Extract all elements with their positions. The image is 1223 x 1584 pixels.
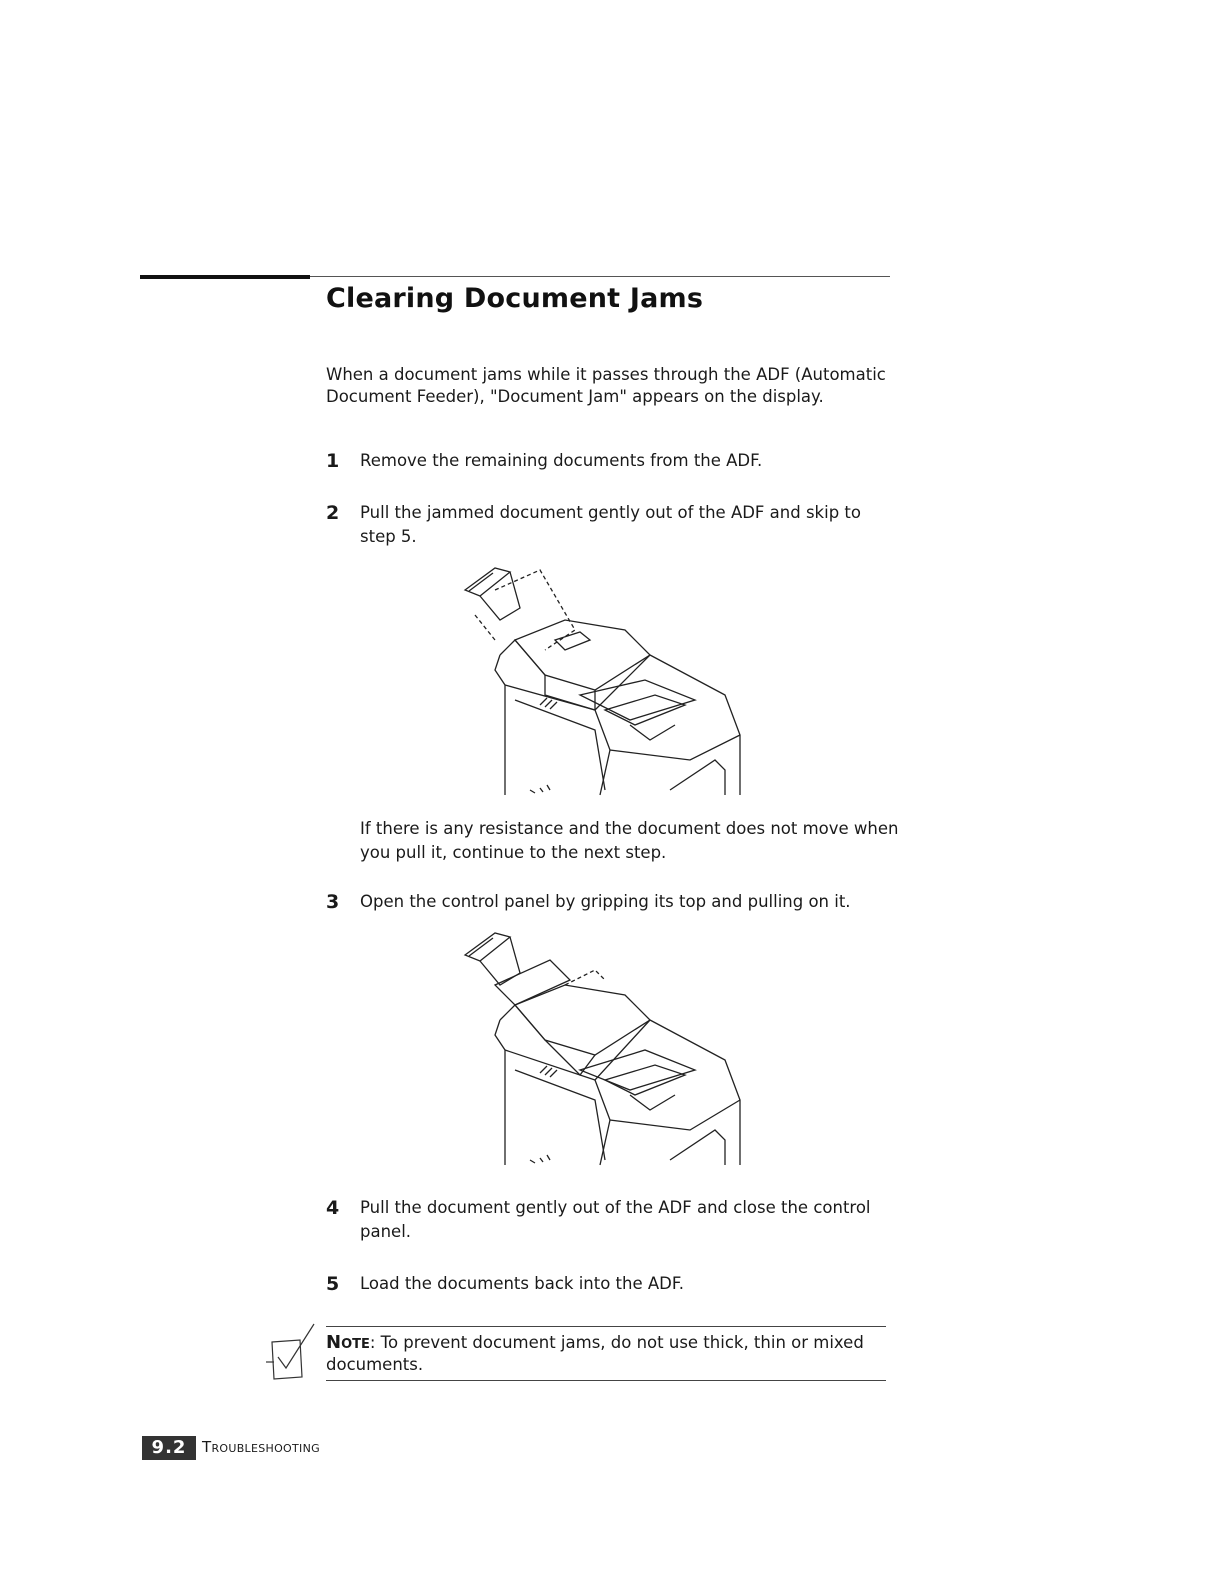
step-2-followup: If there is any resistance and the document does not move when you pull it, continue to the next step. bbox=[360, 819, 899, 862]
page-title: Clearing Document Jams bbox=[326, 283, 704, 314]
step-number: 4 bbox=[326, 1197, 340, 1219]
header-rule-thick bbox=[140, 275, 310, 279]
step-text: Load the documents back into the ADF. bbox=[360, 1274, 684, 1293]
note-box bbox=[326, 1332, 896, 1376]
note-text: : To prevent document jams, do not use thick, thin or mixed documents. bbox=[326, 1333, 864, 1374]
step-text: Open the control panel by gripping its top and pulling on it. bbox=[360, 892, 851, 911]
step-number: 3 bbox=[326, 891, 340, 913]
printer-illustration-pull-document bbox=[455, 560, 755, 805]
page-number: 9.2 bbox=[142, 1436, 196, 1460]
step-text: Pull the document gently out of the ADF and close the control panel. bbox=[360, 1198, 871, 1241]
note-label: Note bbox=[326, 1332, 370, 1353]
header-rule-thin bbox=[310, 276, 890, 277]
note-rule-bottom bbox=[326, 1380, 886, 1381]
note-checkmark-icon bbox=[262, 1322, 317, 1382]
note-rule-top bbox=[326, 1326, 886, 1327]
intro-paragraph: When a document jams while it passes through the ADF (Automatic Document Feeder), "Document Jam" appears on the display. bbox=[326, 365, 886, 406]
step-text: Remove the remaining documents from the ADF. bbox=[360, 451, 763, 470]
section-name: Troubleshooting bbox=[202, 1438, 320, 1456]
step-number: 2 bbox=[326, 502, 340, 524]
step-text: Pull the jammed document gently out of the ADF and skip to step 5. bbox=[360, 503, 861, 546]
step-number: 5 bbox=[326, 1273, 340, 1295]
printer-illustration-open-control-panel bbox=[455, 925, 755, 1175]
step-number: 1 bbox=[326, 450, 340, 472]
